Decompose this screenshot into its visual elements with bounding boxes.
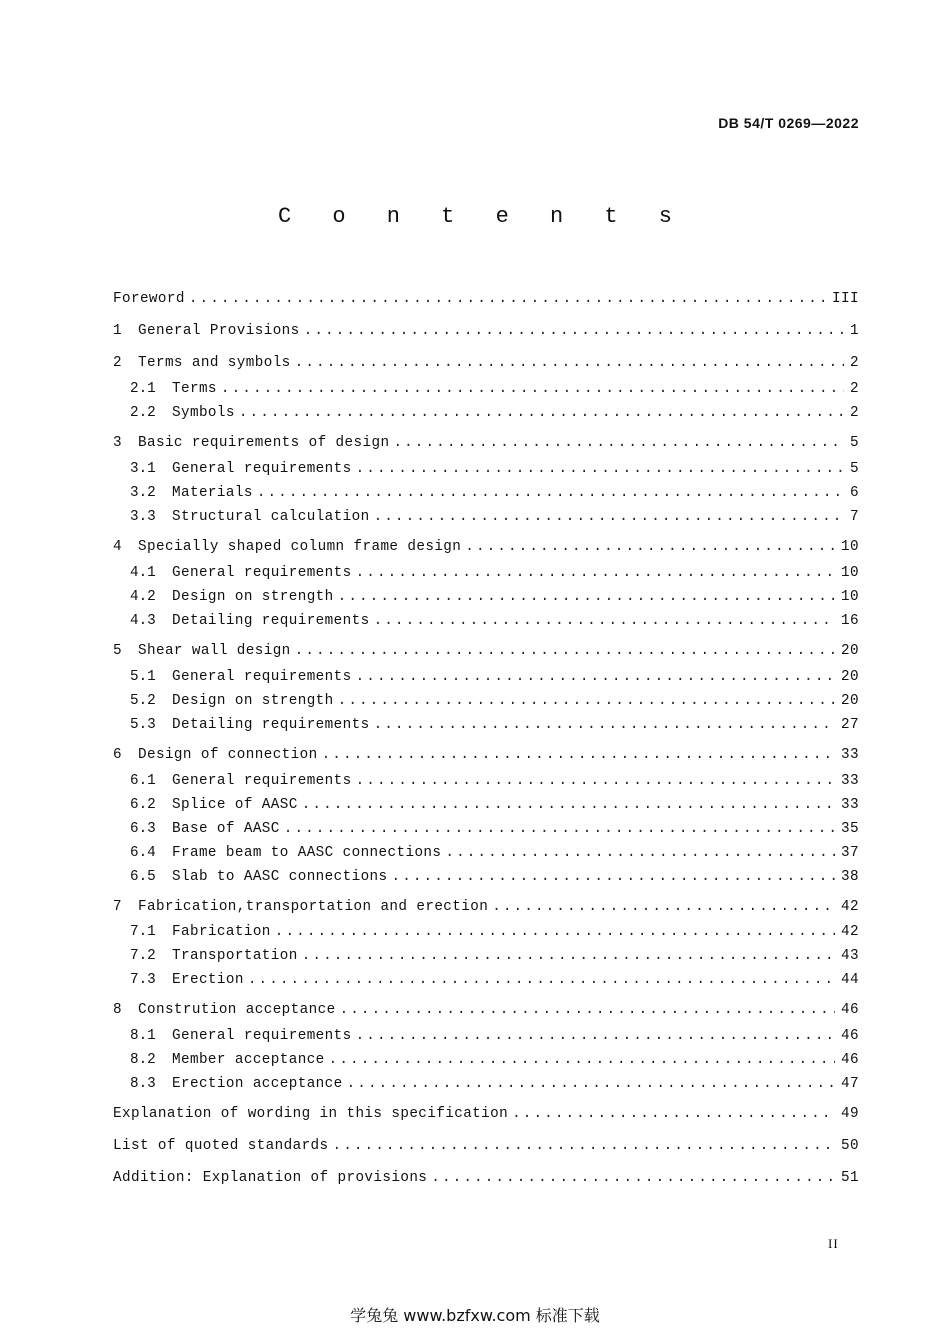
toc-dot-leader: [465, 539, 835, 555]
toc-dot-leader: [431, 1170, 835, 1186]
toc-entry-page: 35: [841, 821, 859, 837]
toc-dot-leader: [302, 948, 835, 964]
toc-entry-page: 20: [841, 643, 859, 659]
toc-entry-number: 5.2: [130, 693, 156, 709]
toc-entry-page: 43: [841, 948, 859, 964]
toc-entry-number: 5.3: [130, 717, 156, 733]
toc-entry-number: 2: [113, 355, 122, 371]
toc-entry[interactable]: [113, 562, 859, 584]
page-title: C o n t e n t s: [277, 204, 687, 229]
toc-entry-page: 1: [850, 323, 859, 339]
toc-entry-title: Member acceptance: [172, 1052, 325, 1068]
toc-entry-number: 7.1: [130, 924, 156, 940]
toc-entry[interactable]: [113, 536, 859, 558]
toc-dot-leader: [374, 613, 835, 629]
toc-entry[interactable]: [113, 945, 859, 967]
toc-entry-page: 5: [850, 461, 859, 477]
toc-dot-leader: [275, 924, 835, 940]
toc-entry-page: 20: [841, 693, 859, 709]
toc-entry-number: 6.1: [130, 773, 156, 789]
toc-entry[interactable]: [113, 842, 859, 864]
toc-entry-page: 47: [841, 1076, 859, 1092]
toc-entry-number: 5.1: [130, 669, 156, 685]
toc-entry-number: 3.3: [130, 509, 156, 525]
toc-dot-leader: [322, 747, 835, 763]
toc-entry[interactable]: [113, 714, 859, 736]
toc-dot-leader: [329, 1052, 835, 1068]
toc-entry-number: 6: [113, 747, 122, 763]
toc-dot-leader: [356, 1028, 835, 1044]
toc-entry-number: 3.2: [130, 485, 156, 501]
toc-entry-page: 50: [841, 1138, 859, 1154]
toc-entry[interactable]: [113, 482, 859, 504]
toc-entry-title: Design of connection: [138, 747, 318, 763]
toc-entry[interactable]: [113, 744, 859, 766]
toc-entry-title: Design on strength: [172, 693, 334, 709]
toc-entry-number: 5: [113, 643, 122, 659]
toc-entry-title: Detailing requirements: [172, 613, 370, 629]
toc-entry-number: 7: [113, 899, 122, 915]
toc-entry-title: General requirements: [172, 1028, 352, 1044]
toc-entry-page: 42: [841, 924, 859, 940]
toc-entry[interactable]: [113, 866, 859, 888]
toc-entry-title: Transportation: [172, 948, 298, 964]
toc-dot-leader: [392, 869, 836, 885]
toc-dot-leader: [302, 797, 835, 813]
toc-entry-number: 8.3: [130, 1076, 156, 1092]
toc-entry-page: 10: [841, 589, 859, 605]
toc-entry-page: 46: [841, 1028, 859, 1044]
toc-entry[interactable]: [113, 1073, 859, 1095]
toc-entry-title: Frame beam to AASC connections: [172, 845, 442, 861]
toc-entry[interactable]: [113, 1049, 859, 1071]
toc-entry-title: Erection: [172, 972, 244, 988]
toc-entry-page: 10: [841, 539, 859, 555]
toc-dot-leader: [393, 435, 844, 451]
toc-entry-title: List of quoted standards: [113, 1138, 329, 1154]
toc-entry-number: 2.1: [130, 381, 156, 397]
toc-entry-title: Foreword: [113, 291, 185, 307]
toc-entry[interactable]: [113, 1167, 859, 1189]
toc-dot-leader: [284, 821, 835, 837]
toc-entry-page: 33: [841, 797, 859, 813]
toc-dot-leader: [189, 291, 826, 307]
toc-dot-leader: [295, 355, 844, 371]
toc-entry-number: 6.5: [130, 869, 156, 885]
toc-dot-leader: [338, 589, 835, 605]
toc-entry[interactable]: [113, 288, 859, 310]
toc-dot-leader: [492, 899, 835, 915]
toc-entry-title: Terms and symbols: [138, 355, 291, 371]
toc-entry[interactable]: [113, 1103, 859, 1125]
toc-entry-number: 2.2: [130, 405, 156, 421]
toc-entry-number: 7.2: [130, 948, 156, 964]
toc-entry[interactable]: [113, 432, 859, 454]
toc-entry-number: 8.2: [130, 1052, 156, 1068]
toc-entry[interactable]: [113, 586, 859, 608]
toc-entry-title: Fabrication,transportation and erection: [138, 899, 489, 915]
toc-entry-title: General Provisions: [138, 323, 300, 339]
toc-dot-leader: [340, 1002, 835, 1018]
toc-entry[interactable]: [113, 1025, 859, 1047]
toc-entry-page: 2: [850, 405, 859, 421]
toc-entry-page: 2: [850, 355, 859, 371]
toc-entry-page: 16: [841, 613, 859, 629]
toc-entry-number: 4.3: [130, 613, 156, 629]
toc-entry-title: Shear wall design: [138, 643, 291, 659]
toc-entry-page: 37: [841, 845, 859, 861]
toc-entry[interactable]: [113, 921, 859, 943]
toc-entry-title: Symbols: [172, 405, 235, 421]
toc-entry-page: III: [832, 291, 859, 307]
toc-dot-leader: [356, 669, 835, 685]
toc-dot-leader: [338, 693, 835, 709]
toc-dot-leader: [512, 1106, 835, 1122]
toc-entry[interactable]: [113, 378, 859, 400]
page-number: II: [828, 1236, 839, 1251]
toc-dot-leader: [257, 485, 844, 501]
toc-entry[interactable]: [113, 770, 859, 792]
document-code: DB 54/T 0269—2022: [718, 115, 859, 131]
toc-entry-title: Erection acceptance: [172, 1076, 343, 1092]
toc-entry-page: 46: [841, 1002, 859, 1018]
toc-dot-leader: [347, 1076, 835, 1092]
toc-dot-leader: [295, 643, 835, 659]
toc-entry-number: 8: [113, 1002, 122, 1018]
toc-dot-leader: [221, 381, 844, 397]
toc-entry[interactable]: [113, 999, 859, 1021]
toc-entry-title: Terms: [172, 381, 217, 397]
toc-entry[interactable]: [113, 458, 859, 480]
toc-entry[interactable]: [113, 969, 859, 991]
toc-entry-number: 3.1: [130, 461, 156, 477]
toc-entry-number: 6.3: [130, 821, 156, 837]
toc-entry-title: Explanation of wording in this specification: [113, 1106, 509, 1122]
toc-entry-title: Splice of AASC: [172, 797, 298, 813]
toc-entry-title: General requirements: [172, 565, 352, 581]
toc-entry-title: Constrution acceptance: [138, 1002, 336, 1018]
toc-entry-title: Design on strength: [172, 589, 334, 605]
toc-entry[interactable]: [113, 320, 859, 342]
toc-dot-leader: [374, 509, 844, 525]
toc-entry-page: 7: [850, 509, 859, 525]
toc-entry[interactable]: [113, 690, 859, 712]
toc-entry-title: Base of AASC: [172, 821, 280, 837]
toc-dot-leader: [445, 845, 835, 861]
toc-entry-number: 4: [113, 539, 122, 555]
toc-dot-leader: [356, 461, 844, 477]
toc-entry[interactable]: [113, 794, 859, 816]
toc-entry-title: General requirements: [172, 773, 352, 789]
toc-entry-page: 49: [841, 1106, 859, 1122]
toc-entry-page: 46: [841, 1052, 859, 1068]
footer-watermark: 学兔兔 www.bzfxw.com 标准下载: [350, 1306, 600, 1325]
toc-entry-title: Specially shaped column frame design: [138, 539, 462, 555]
toc-dot-leader: [304, 323, 844, 339]
toc-entry-page: 38: [841, 869, 859, 885]
toc-dot-leader: [248, 972, 835, 988]
toc-entry-page: 2: [850, 381, 859, 397]
toc-entry-title: Detailing requirements: [172, 717, 370, 733]
toc-dot-leader: [239, 405, 844, 421]
toc-entry-number: 4.2: [130, 589, 156, 605]
toc-entry-title: Fabrication: [172, 924, 271, 940]
toc-entry-number: 7.3: [130, 972, 156, 988]
toc-entry[interactable]: [113, 640, 859, 662]
toc-entry-page: 5: [850, 435, 859, 451]
toc-dot-leader: [356, 773, 835, 789]
toc-entry-title: Structural calculation: [172, 509, 370, 525]
toc-entry-number: 4.1: [130, 565, 156, 581]
toc-entry-page: 42: [841, 899, 859, 915]
toc-entry-page: 10: [841, 565, 859, 581]
toc-entry-page: 27: [841, 717, 859, 733]
toc-entry-number: 6.2: [130, 797, 156, 813]
toc-entry-page: 6: [850, 485, 859, 501]
toc-dot-leader: [374, 717, 835, 733]
toc-entry-page: 33: [841, 747, 859, 763]
toc-entry[interactable]: [113, 818, 859, 840]
toc-entry-title: Addition: Explanation of provisions: [113, 1170, 428, 1186]
toc-entry-title: Materials: [172, 485, 253, 501]
toc-entry-title: Slab to AASC connections: [172, 869, 388, 885]
toc-entry[interactable]: [113, 1135, 859, 1157]
toc-entry[interactable]: [113, 610, 859, 632]
toc-entry-title: General requirements: [172, 669, 352, 685]
toc-entry-number: 1: [113, 323, 122, 339]
toc-dot-leader: [356, 565, 835, 581]
toc-entry-page: 33: [841, 773, 859, 789]
toc-entry-page: 20: [841, 669, 859, 685]
toc-entry-page: 44: [841, 972, 859, 988]
toc-entry-title: General requirements: [172, 461, 352, 477]
toc-entry-number: 8.1: [130, 1028, 156, 1044]
toc-entry[interactable]: [113, 402, 859, 424]
toc-dot-leader: [333, 1138, 836, 1154]
toc-entry[interactable]: [113, 666, 859, 688]
toc-entry-number: 3: [113, 435, 122, 451]
toc-entry-title: Basic requirements of design: [138, 435, 390, 451]
toc-entry-number: 6.4: [130, 845, 156, 861]
toc-entry-page: 51: [841, 1170, 859, 1186]
toc-entry[interactable]: [113, 896, 859, 918]
toc-entry[interactable]: [113, 352, 859, 374]
toc-entry[interactable]: [113, 506, 859, 528]
